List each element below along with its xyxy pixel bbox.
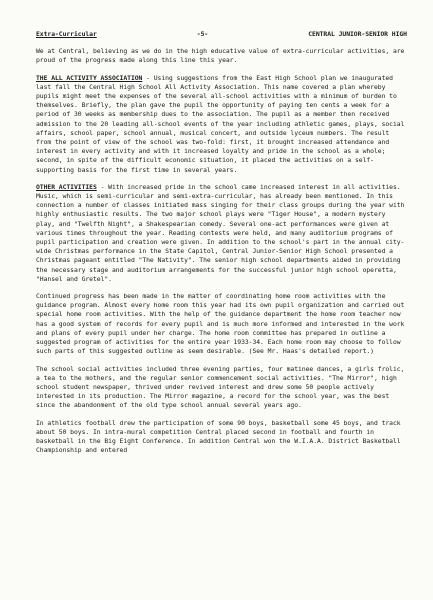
paragraph-text: In athletics football drew the participation of some 90 boys, basketball some 45 boys, and track about 50 boys. In intra-mural competition Central placed second in football and fourth in basketball in the Big Eight Conference. In addition Central won the W.I.A.A. District Basketball Championship and entered [36, 418, 401, 455]
page-header [36, 30, 407, 39]
paragraph-heading: OTHER ACTIVITIES [36, 182, 97, 191]
paragraph-text: The school social activities included three evening parties, four matinee dances, a girls frolic, a tea to the mothers, and the regular senior commencement social activities. "The Mirror", high school student newspaper, thrived under revived interest and drew some 50 people actively interested in its production. The Mirror magazine, a record for the school year, was the best since the abandonment of the old type school annual several years ago. [36, 364, 405, 410]
paragraph-text: Continued progress has been made in the matter of coordinating home room activities with the guidance program. Almost every home room this year had its own pupil organization and carried out special home room activities. With the help of the guidance department the home room teacher now has a good system of records for every pupil and is much more informed and interested in the work and plans of every pupil under her charge. The home room committee has prepared in outline a suggested program of activities for the entire year 1933-34. Each home room may choose to follow such parts of this suggested outline as seem desirable. (See Mr. Haas's detailed report.) [36, 292, 405, 356]
school-name: CENTRAL JUNIOR-SENIOR HIGH [308, 30, 407, 38]
paragraph-text: - With increased pride in the school came increased interest in all activities. Music, which is semi-curricular and semi-extra-curricular, has already been mentioned. In this connection a number of classes initiated mass singing for their class groups during the year with highly enthusiastic results. The two major school plays were "Tiger House", a modern mystery play, and "Twelfth Night", a Shakespearian comedy. Several one-act performances were given at various times throughout the year. Reading contests were held, and many auditorium programs of pupil participation and creation were given. In addition to the school's part in the annual city-wide Christmas performance in the State Capitol, Central Junior-Senior High School presented a Christmas pageant entitled "The Nativity". The senior high school departments aided in providing the necessary stage and auditorium arrangements for the successful junior high school operetta, "Hansel and Gretel". [36, 182, 405, 283]
other-activities-paragraph [36, 183, 407, 284]
paragraph-text: - Using suggestions from the East High School plan we inaugurated last fall the Central High School All Activity Association. This name covered a plan whereby pupils might meet the expenses of the several all-school activities with a minimum of burden to themselves. Briefly, the plan gave the pupil the opportunity of paying ten cents a week for a period of 30 weeks as membership dues to the association. The pupil as a member then received admission to the 20 leading all-school events of the year including athletic games, plays, social affairs, school paper, school annual, musical concert, and outside lyceum numbers. The result from the point of view of the school was two-fold: first, it brought increased attendance and interest in every activity and with it increased loyalty and pride in the school as a whole; second, in spite of the difficult economic situation, it placed the activities on a self-supporting basis for the first time in several years. [36, 73, 405, 174]
intro-paragraph [36, 47, 407, 65]
paragraph-text: We at Central, believing as we do in the high educative value of extra-curricular activities, are proud of the progress made along this line this year. [36, 47, 405, 65]
paragraph-heading: THE ALL ACTIVITY ASSOCIATION [36, 73, 143, 82]
all-activity-association-paragraph [36, 74, 407, 175]
section-title: Extra-Curricular [36, 30, 97, 38]
social-activities-paragraph [36, 365, 407, 411]
home-room-paragraph [36, 292, 407, 356]
athletics-paragraph [36, 419, 407, 456]
page-number: -5- [196, 30, 209, 38]
